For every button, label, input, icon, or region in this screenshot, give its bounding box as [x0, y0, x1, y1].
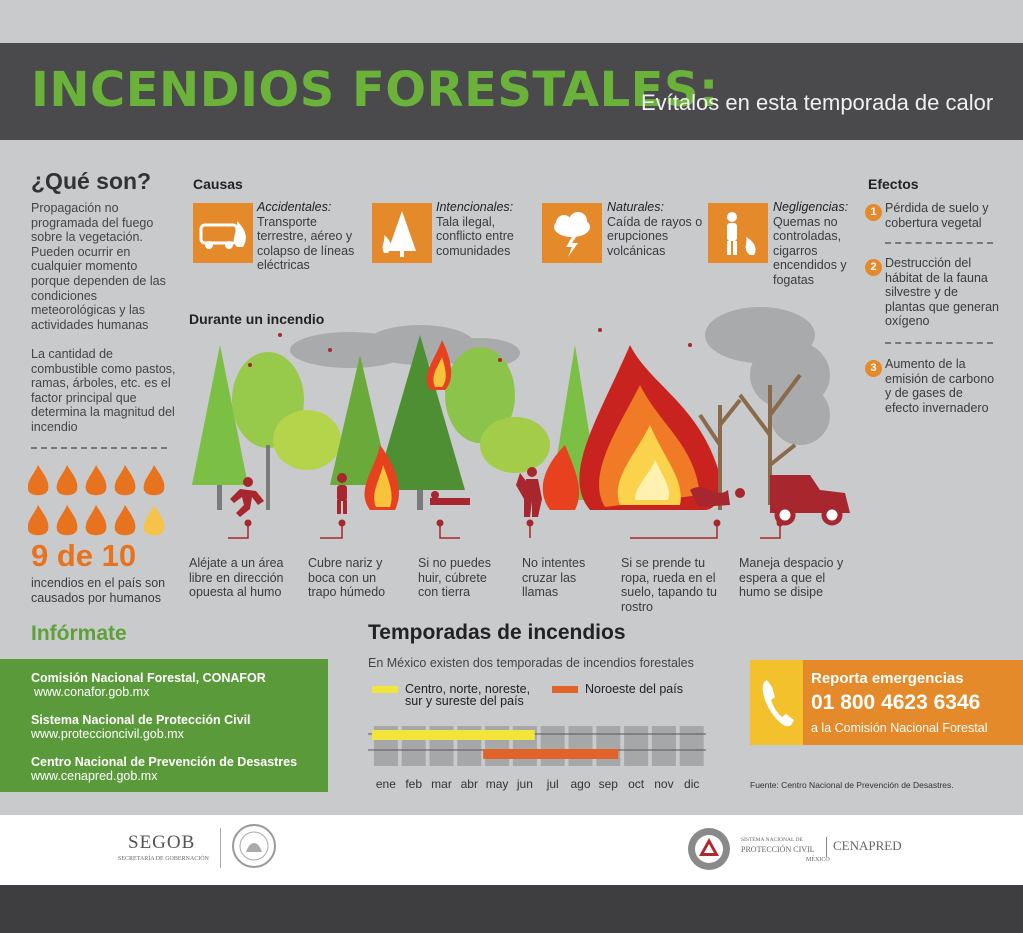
effect-number: 2: [865, 259, 882, 276]
effect-text: Aumento de la emisión de carbono y de gases de efecto invernadero: [885, 357, 995, 415]
report-title: Reporta emergencias: [811, 670, 964, 687]
legend-swatch-season2: [552, 686, 578, 693]
flame-drop: [57, 465, 78, 495]
tip-rueda-suelo: Si se prende tu ropa, rueda en el suelo, tapando tu rostro: [621, 556, 717, 614]
que-son-definition: Propagación no programada del fuego sobre la vegetación. Pueden ocurrir en cualquier momento porque dependen de las condiciones meteorológicas y las actividades humanas: [31, 201, 166, 332]
month-column: [624, 726, 648, 766]
cause-label: Intencionales:: [436, 200, 514, 214]
month-label: oct: [628, 777, 645, 791]
report-phone-number[interactable]: 01 800 4623 6346: [811, 691, 981, 714]
drops-graphic: [28, 460, 168, 538]
org-url-link[interactable]: www.cenapred.gob.mx: [31, 769, 158, 783]
cause-accidentales: [257, 200, 357, 273]
phone-icon: [750, 660, 803, 745]
month-label: jul: [546, 777, 559, 791]
pc-subtitle: SISTEMA NACIONAL DE: [741, 837, 803, 843]
month-label: sep: [598, 777, 618, 791]
connector-dots: [245, 520, 784, 527]
report-subtitle: a la Comisión Nacional Forestal: [811, 721, 988, 735]
flame-drop: [86, 505, 107, 535]
cenapred-logo: CENAPRED: [833, 838, 902, 853]
legend-label-season1: Centro, norte, noreste, sur y sureste del país: [405, 682, 531, 708]
que-son-heading: ¿Qué son?: [31, 168, 152, 194]
cause-intencionales: [436, 200, 536, 258]
month-column: [680, 726, 704, 766]
tree-fire-icon: [372, 203, 432, 263]
segob-logo: SEGOB: [128, 832, 196, 853]
legend-label-season2: Noroeste del país: [585, 682, 683, 696]
month-label: jun: [516, 777, 533, 791]
pc-mexico: MÉXICO: [806, 857, 830, 863]
temporadas-heading: Temporadas de incendios: [368, 621, 626, 644]
forest-fire-illustration: [180, 295, 860, 545]
org-url-link[interactable]: www.proteccioncivil.gob.mx: [31, 727, 184, 741]
informate-heading: Infórmate: [31, 622, 127, 645]
season-bar-centro: [372, 730, 535, 740]
divider: [220, 828, 221, 868]
storm-cloud-icon: [542, 203, 602, 263]
month-label: abr: [460, 777, 478, 791]
segob-subtitle: SECRETARÍA DE GOBERNACIÓN: [118, 856, 209, 862]
org-name: Centro Nacional de Prevención de Desastres: [31, 755, 298, 769]
effect-number: 1: [865, 204, 882, 221]
effect-text: Destrucción del hábitat de la fauna silvestre y de plantas que generan oxígeno: [885, 256, 999, 329]
flame-drop: [28, 505, 48, 535]
proteccion-civil-icon: [686, 826, 732, 872]
people-figures: [230, 467, 850, 523]
season-bar-noroeste: [483, 749, 618, 759]
legend-swatch-season1: [372, 686, 398, 693]
page-title: INCENDIOS FORESTALES:: [31, 62, 719, 118]
divider: [885, 242, 993, 244]
durante-heading: Durante un incendio: [189, 311, 325, 327]
month-label: ene: [375, 777, 396, 791]
month-label: dic: [684, 777, 700, 791]
person-campfire-icon: [708, 203, 768, 263]
connector-lines: [228, 523, 780, 538]
month-label: mar: [431, 777, 452, 791]
pc-name: PROTECCIÓN CIVIL: [741, 845, 815, 854]
flame-drop: [144, 505, 165, 535]
footer-bottom-bar: [0, 885, 1023, 933]
cause-description: Caída de rayos o erupciones volcánicas: [607, 214, 703, 258]
temporadas-subtitle: En México existen dos temporadas de incendios forestales: [368, 656, 694, 670]
flame-drop: [28, 465, 48, 495]
month-label: feb: [405, 777, 423, 791]
org-url-link[interactable]: www.conafor.gob.mx: [34, 685, 150, 699]
source-note: Fuente: Centro Nacional de Prevención de Desastres.: [750, 780, 954, 790]
flame-drop: [144, 465, 165, 495]
que-son-combustible: La cantidad de combustible como pastos, ramas, árboles, etc. es el factor principal que determina la magnitud del incendio: [31, 347, 176, 434]
month-column: [596, 726, 620, 766]
flame-drop: [115, 465, 136, 495]
org-name: Comisión Nacional Forestal, CONAFOR: [31, 671, 266, 685]
mexico-seal-icon: [230, 822, 278, 870]
cause-label: Accidentales:: [257, 200, 332, 214]
flame-drop: [57, 505, 78, 535]
divider: [31, 447, 167, 449]
month-column: [652, 726, 676, 766]
month-column: [569, 726, 593, 766]
effect-number: 3: [865, 360, 882, 377]
tip-cubre-nariz: Cubre nariz y boca con un trapo húmedo: [308, 556, 386, 600]
month-label: may: [485, 777, 509, 791]
org-name: Sistema Nacional de Protección Civil: [31, 713, 251, 727]
tip-alejate: Aléjate a un área libre en dirección opuesta al humo: [189, 556, 284, 600]
page-subtitle: Evítalos en esta temporada de calor: [641, 90, 994, 115]
stat-caption: incendios en el país son causados por humanos: [31, 576, 166, 605]
divider: [826, 837, 827, 857]
cause-negligencias: [773, 200, 853, 288]
cause-description: Transporte terrestre, aéreo y colapso de líneas eléctricas: [257, 214, 355, 273]
divider: [885, 342, 993, 344]
cause-naturales: [607, 200, 707, 258]
cause-description: Tala ilegal, conflicto entre comunidades: [436, 214, 514, 258]
stat-value: 9 de 10: [31, 538, 137, 573]
car-fire-icon: [193, 203, 253, 263]
month-column: [541, 726, 565, 766]
cause-label: Naturales:: [607, 200, 664, 214]
tip-maneja-despacio: Maneja despacio y espera a que el humo se disipe: [739, 556, 844, 600]
flame-drop: [86, 465, 107, 495]
month-label: nov: [654, 777, 674, 791]
season-timeline-chart: [368, 722, 713, 797]
tip-cubrete-tierra: Si no puedes huir, cúbrete con tierra: [418, 556, 491, 600]
flame-drop: [115, 505, 136, 535]
cause-description: Quemas no controladas, cigarros encendidos y fogatas: [773, 214, 847, 287]
causas-heading: Causas: [193, 176, 243, 192]
efectos-heading: Efectos: [868, 176, 919, 192]
effect-text: Pérdida de suelo y cobertura vegetal: [885, 201, 989, 230]
cause-label: Negligencias:: [773, 200, 849, 214]
tip-no-cruzar: No intentes cruzar las llamas: [522, 556, 586, 600]
month-label: ago: [570, 777, 591, 791]
